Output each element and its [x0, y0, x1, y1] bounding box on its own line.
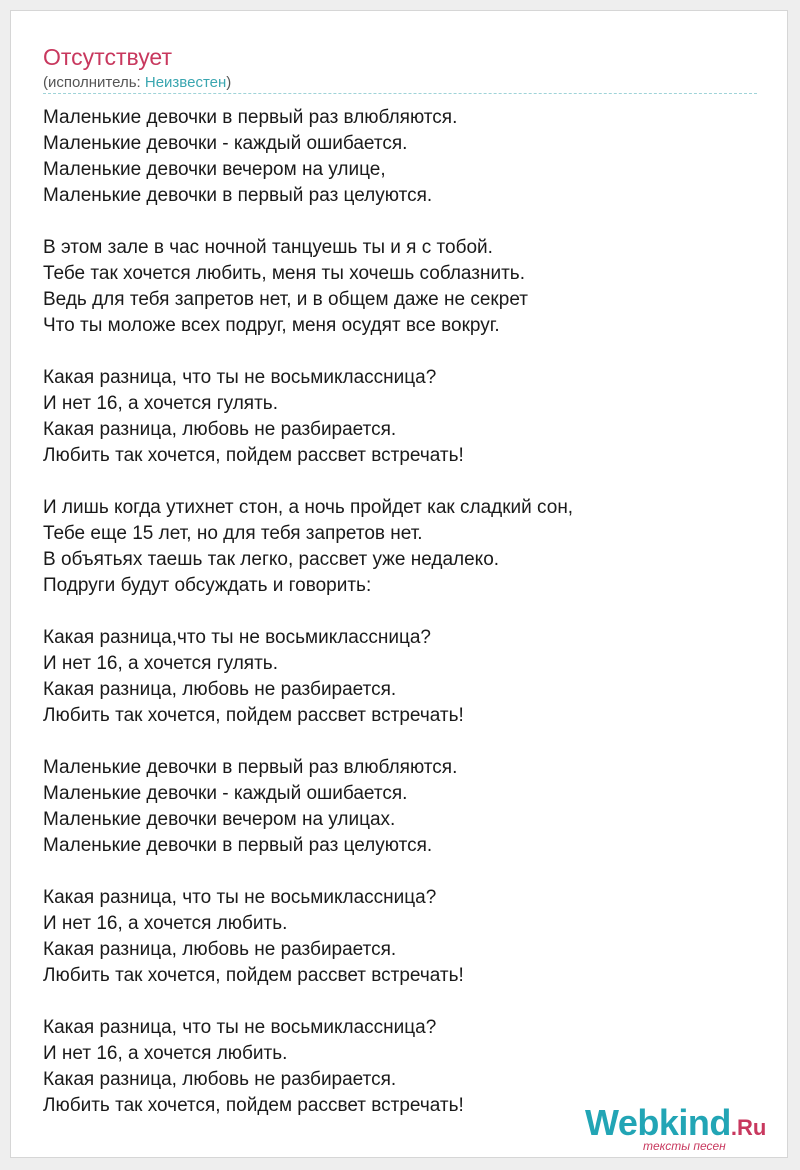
- lyric-line: Какая разница, любовь не разбирается.: [43, 939, 397, 960]
- lyric-line: Какая разница, любовь не разбирается.: [43, 1069, 397, 1090]
- artist-line: [43, 73, 231, 93]
- lyric-line: Маленькие девочки в первый раз влюбляются.: [43, 757, 458, 778]
- lyric-line: Тебе так хочется любить, меня ты хочешь соблазнить.: [43, 263, 525, 284]
- lyric-line: Тебе еще 15 лет, но для тебя запретов нет.: [43, 523, 423, 544]
- lyric-line: Какая разница, что ты не восьмиклассница?: [43, 1017, 437, 1038]
- lyric-line: Подруги будут обсуждать и говорить:: [43, 575, 372, 596]
- lyric-line: В этом зале в час ночной танцуешь ты и я с тобой.: [43, 237, 493, 258]
- lyric-line: И лишь когда утихнет стон, а ночь пройдет как сладкий сон,: [43, 497, 574, 518]
- stanza: [43, 495, 763, 599]
- lyric-line: И нет 16, а хочется любить.: [43, 1043, 288, 1064]
- artist-prefix: (исполнитель:: [43, 74, 145, 91]
- lyric-line: Маленькие девочки в первый раз целуются.: [43, 835, 433, 856]
- lyrics-body: [43, 105, 763, 1145]
- stanza: [43, 885, 763, 989]
- lyric-line: Любить так хочется, пойдем рассвет встречать!: [43, 965, 464, 986]
- artist-suffix: ): [226, 74, 232, 91]
- lyric-line: Любить так хочется, пойдем рассвет встречать!: [43, 445, 464, 466]
- stanza: [43, 105, 763, 209]
- lyric-line: И нет 16, а хочется гулять.: [43, 653, 278, 674]
- logo-tagline: тексты песен: [643, 1139, 726, 1153]
- artist-link[interactable]: Неизвестен: [144, 74, 227, 91]
- lyric-line: Какая разница,что ты не восьмиклассница?: [43, 627, 431, 648]
- site-logo[interactable]: [585, 1101, 785, 1161]
- lyric-line: Какая разница, любовь не разбирается.: [43, 679, 397, 700]
- logo-tld: .Ru: [730, 1115, 767, 1140]
- lyric-line: Маленькие девочки в первый раз влюбляются.: [43, 107, 458, 128]
- lyric-line: Ведь для тебя запретов нет, и в общем даже не секрет: [43, 289, 528, 310]
- stanza: [43, 235, 763, 339]
- lyric-line: Маленькие девочки - каждый ошибается.: [43, 133, 408, 154]
- lyric-line: И нет 16, а хочется любить.: [43, 913, 288, 934]
- stanza: [43, 755, 763, 859]
- lyric-line: Маленькие девочки - каждый ошибается.: [43, 783, 408, 804]
- stanza: [43, 365, 763, 469]
- lyric-line: Маленькие девочки в первый раз целуются.: [43, 185, 433, 206]
- stanza: [43, 625, 763, 729]
- song-title: Отсутствует: [43, 44, 172, 70]
- lyric-line: Маленькие девочки вечером на улице,: [43, 159, 386, 180]
- lyrics-page: [10, 10, 788, 1158]
- lyric-line: Какая разница, что ты не восьмиклассница?: [43, 367, 437, 388]
- lyric-line: И нет 16, а хочется гулять.: [43, 393, 278, 414]
- logo-main-text: Webkind: [585, 1102, 731, 1143]
- lyric-line: Маленькие девочки вечером на улицах.: [43, 809, 396, 830]
- lyric-line: Какая разница, любовь не разбирается.: [43, 419, 397, 440]
- lyric-line: В объятьях таешь так легко, рассвет уже недалеко.: [43, 549, 500, 570]
- lyric-line: Любить так хочется, пойдем рассвет встречать!: [43, 1095, 464, 1116]
- lyric-line: Любить так хочется, пойдем рассвет встречать!: [43, 705, 464, 726]
- lyric-line: Что ты моложе всех подруг, меня осудят все вокруг.: [43, 315, 500, 336]
- lyric-line: Какая разница, что ты не восьмиклассница?: [43, 887, 437, 908]
- title-divider: [43, 93, 757, 94]
